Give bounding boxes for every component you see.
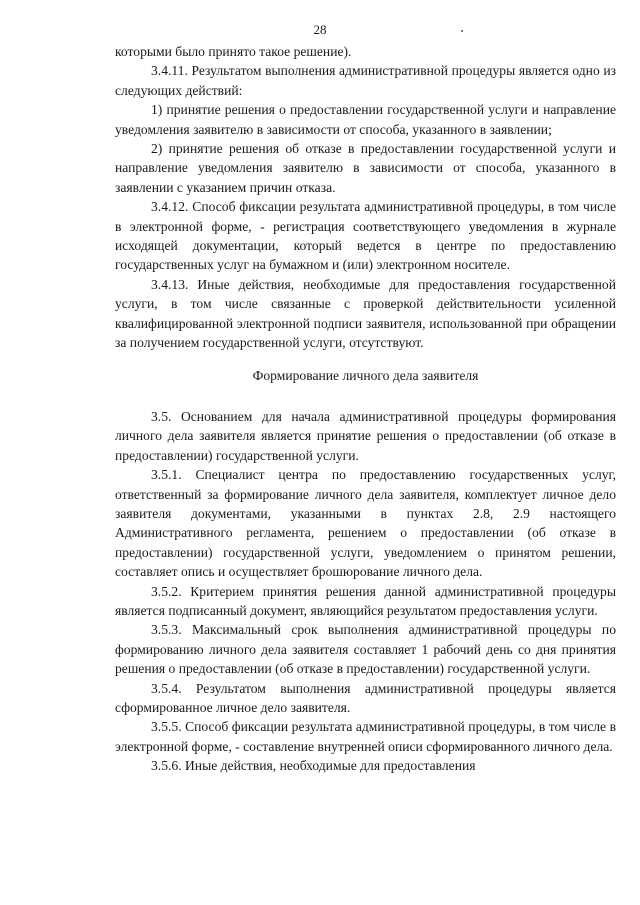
paragraph-3-5: 3.5. Основанием для начала административной процедуры формирования личного дела заявителя является принятие решения о предоставлении (об отказе в предоставлении) государственной услуги. xyxy=(115,408,616,463)
paragraph-3-4-11: 3.4.11. Результатом выполнения административной процедуры является одно из следующих действий: xyxy=(115,63,616,98)
paragraph-3-5-3: 3.5.3. Максимальный срок выполнения административной процедуры по формированию личного дела заявителя составляет 1 рабочий день со дня принятия решения о предоставлении (об отказе в предоставлении) государственной услуги. xyxy=(115,622,616,677)
paragraph-3-5-5: 3.5.5. Способ фиксации результата административной процедуры, в том числе в электронной форме, - составление внутренней описи сформированного личного дела. xyxy=(115,719,616,754)
paragraph-continuation: которыми было принято такое решение). xyxy=(115,44,352,59)
list-item-2: 2) принятие решения об отказе в предоставлении государственной услуги и направление уведомления заявителю в зависимости от способа, указанного в заявлении с указанием причин отказа. xyxy=(115,141,616,195)
scan-speck xyxy=(461,30,463,32)
paragraph-3-5-2: 3.5.2. Критерием принятия решения данной административной процедуры является подписанный документ, являющийся результатом предоставления услуги. xyxy=(115,583,616,618)
paragraph-3-5-1: 3.5.1. Специалист центра по предоставлению государственных услуг, ответственный за формирование личного дела заявителя, комплектует личное дело заявителя документами, указанными в пунктах 2.8, 2.9 настоящего Административного регламента, решением о предоставлении (об отказе в предоставлении) государственной услуги, уведомлением о принятом решении, составляет опись и осуществляет брошюрование личного дела. xyxy=(115,467,616,580)
paragraph-3-5-6: 3.5.6. Иные действия, необходимые для предоставления xyxy=(151,758,476,774)
page-number: 28 xyxy=(313,22,327,37)
paragraph-3-5-4: 3.5.4. Результатом выполнения административной процедуры является сформированное личное дело заявителя. xyxy=(115,680,616,715)
paragraph-3-4-12: 3.4.12. Способ фиксации результата административной процедуры, в том числе в электронной форме, - регистрация соответствующего уведомления в журнале исходящей документации, который ведется в центре по предоставлению государственных услуг на бумажном и (или) электронном носителе. xyxy=(115,199,616,273)
document-body xyxy=(115,42,616,776)
paragraph-3-4-13: 3.4.13. Иные действия, необходимые для предоставления государственной услуги, в том числе связанные с проверкой действительности усиленной квалифицированной электронной подписи заявителя, использованной при обращении за получением государственной услуги, отсутствуют. xyxy=(115,276,616,351)
section-heading: Формирование личного дела заявителя xyxy=(252,367,479,383)
list-item-1: 1) принятие решения о предоставлении государственной услуги и направление уведомления заявителю в зависимости от способа, указанного в заявлении; xyxy=(115,102,616,137)
